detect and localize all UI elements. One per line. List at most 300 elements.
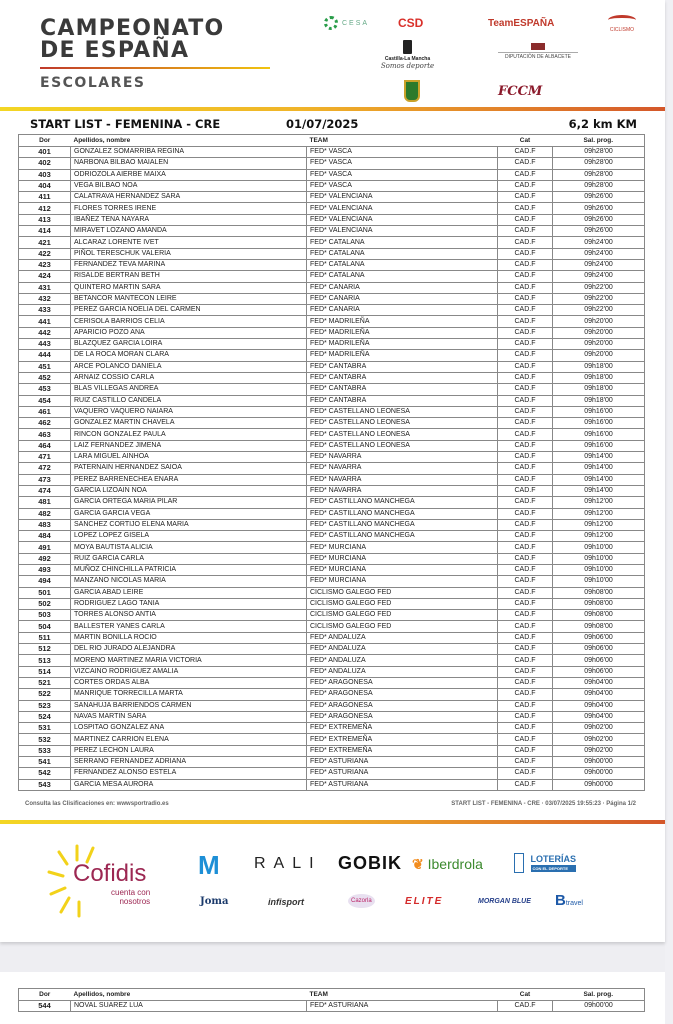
- cofidis-name: Cofidis: [73, 860, 147, 887]
- table-row: [19, 757, 645, 768]
- footer-color-band: [0, 820, 665, 824]
- rider-team: FED* MURCIANA: [307, 553, 498, 564]
- col-header-name: Apellidos, nombre: [71, 135, 307, 147]
- rider-dorsal: 464: [19, 440, 71, 451]
- rider-name: QUINTERO MARTIN SARA: [71, 282, 307, 293]
- scheduled-start: 09h10'00: [553, 553, 645, 564]
- rider-team: FED* CATALANA: [307, 271, 498, 282]
- scheduled-start: 09h28'00: [553, 147, 645, 158]
- rider-name: ARCE POLANCO DANIELA: [71, 361, 307, 372]
- rider-name: DEL RIO JURADO ALEJANDRA: [71, 644, 307, 655]
- rider-dorsal: 444: [19, 350, 71, 361]
- cofidis-tagline-1: cuenta con: [111, 888, 151, 897]
- rider-name: BLAZQUEZ GARCIA LOIRA: [71, 339, 307, 350]
- rider-dorsal: 543: [19, 779, 71, 790]
- table-header-row: [19, 989, 645, 1001]
- rider-team: FED* CATALANA: [307, 248, 498, 259]
- rider-name: MARTIN BONILLA ROCIO: [71, 632, 307, 643]
- scheduled-start: 09h28'00: [553, 169, 645, 180]
- iberdrola-logo: [412, 856, 483, 873]
- rider-dorsal: 401: [19, 147, 71, 158]
- table-row: [19, 711, 645, 722]
- rider-name: VIZCAINO RODRIGUEZ AMALIA: [71, 666, 307, 677]
- scheduled-start: 09h02'00: [553, 734, 645, 745]
- rider-team: FED* NAVARRA: [307, 452, 498, 463]
- rider-team: FED* CANARIA: [307, 305, 498, 316]
- table-row: [19, 248, 645, 259]
- rider-category: CAD.F: [498, 700, 553, 711]
- table-row: [19, 598, 645, 609]
- rider-category: CAD.F: [498, 282, 553, 293]
- table-row: [19, 734, 645, 745]
- rider-team: FED* CANTABRA: [307, 384, 498, 395]
- col-header-sal: Sal. prog.: [553, 989, 645, 1001]
- rider-dorsal: 463: [19, 429, 71, 440]
- rider-dorsal: 512: [19, 644, 71, 655]
- document-page-2: [0, 972, 665, 1024]
- table-header-row: [19, 135, 645, 147]
- rider-category: CAD.F: [498, 293, 553, 304]
- rider-team: FED* MURCIANA: [307, 564, 498, 575]
- rider-team: FED* ANDALUZA: [307, 632, 498, 643]
- event-title-line-2: DE ESPAÑA: [40, 38, 190, 63]
- rider-category: CAD.F: [498, 384, 553, 395]
- table-row: [19, 1001, 645, 1012]
- rider-name: MUÑOZ CHINCHILLA PATRICIA: [71, 564, 307, 575]
- rider-dorsal: 504: [19, 621, 71, 632]
- rider-category: CAD.F: [498, 531, 553, 542]
- castle-shield-icon: [403, 40, 412, 54]
- scheduled-start: 09h02'00: [553, 745, 645, 756]
- col-header-dor: Dor: [19, 989, 71, 1001]
- rider-dorsal: 453: [19, 384, 71, 395]
- table-row: [19, 327, 645, 338]
- rider-dorsal: 524: [19, 711, 71, 722]
- table-row: [19, 689, 645, 700]
- event-title-block: [40, 18, 270, 91]
- rider-dorsal: 454: [19, 395, 71, 406]
- rider-team: CICLISMO GALEGO FED: [307, 621, 498, 632]
- rider-name: RODRIGUEZ LAGO TANIA: [71, 598, 307, 609]
- viewer-side-strip: [665, 0, 673, 1024]
- rider-category: CAD.F: [498, 429, 553, 440]
- scheduled-start: 09h00'00: [553, 768, 645, 779]
- rider-dorsal: 511: [19, 632, 71, 643]
- table-row: [19, 305, 645, 316]
- race-date: 01/07/2025: [286, 117, 359, 131]
- rider-category: CAD.F: [498, 485, 553, 496]
- table-row: [19, 158, 645, 169]
- start-list-table: [18, 134, 645, 791]
- scheduled-start: 09h28'00: [553, 180, 645, 191]
- list-heading: [30, 117, 635, 133]
- rider-category: CAD.F: [498, 666, 553, 677]
- rider-category: CAD.F: [498, 711, 553, 722]
- rider-team: FED* CANTABRA: [307, 395, 498, 406]
- table-row: [19, 497, 645, 508]
- col-header-team: TEAM: [307, 135, 498, 147]
- rider-category: CAD.F: [498, 768, 553, 779]
- header-color-band: [0, 107, 665, 111]
- rider-team: FED* ANDALUZA: [307, 666, 498, 677]
- footer-page-info: START LIST - FEMENINA - CRE · 03/07/2025 19:55:23 · Página 1/2: [451, 801, 636, 807]
- rider-dorsal: 492: [19, 553, 71, 564]
- rider-team: FED* VALENCIANA: [307, 214, 498, 225]
- table-row: [19, 440, 645, 451]
- infisport-logo: infisport: [268, 897, 304, 907]
- rider-category: CAD.F: [498, 576, 553, 587]
- footer-classifications-link: Consulta las Clisificaciones en: wwwsportradio.es: [25, 801, 169, 807]
- rider-category: CAD.F: [498, 564, 553, 575]
- rider-name: SANCHEZ CORTIJO ELENA MARIA: [71, 519, 307, 530]
- rider-team: FED* NAVARRA: [307, 485, 498, 496]
- rider-dorsal: 422: [19, 248, 71, 259]
- scheduled-start: 09h20'00: [553, 327, 645, 338]
- col-header-cat: Cat: [498, 989, 553, 1001]
- table-row: [19, 180, 645, 191]
- table-row: [19, 666, 645, 677]
- rider-team: CICLISMO GALEGO FED: [307, 587, 498, 598]
- scheduled-start: 09h10'00: [553, 576, 645, 587]
- rider-name: LAIZ FERNANDEZ JIMENA: [71, 440, 307, 451]
- rider-dorsal: 523: [19, 700, 71, 711]
- town-coat-of-arms-icon: [404, 80, 420, 102]
- rider-dorsal: 482: [19, 508, 71, 519]
- rider-dorsal: 441: [19, 316, 71, 327]
- table-row: [19, 474, 645, 485]
- rider-name: RISALDE BERTRAN BETH: [71, 271, 307, 282]
- scheduled-start: 09h18'00: [553, 395, 645, 406]
- rider-team: FED* CANARIA: [307, 282, 498, 293]
- table-row: [19, 632, 645, 643]
- rider-name: SERRANO FERNANDEZ ADRIANA: [71, 757, 307, 768]
- table-row: [19, 316, 645, 327]
- rider-category: CAD.F: [498, 226, 553, 237]
- rider-dorsal: 433: [19, 305, 71, 316]
- rider-team: FED* ASTURIANA: [307, 779, 498, 790]
- rider-name: DE LA ROCA MORAN CLARA: [71, 350, 307, 361]
- rider-name: ALCARAZ LORENTE IVET: [71, 237, 307, 248]
- diputacion-albacete-logo: [498, 52, 578, 60]
- rider-name: LOPEZ LOPEZ GISELA: [71, 531, 307, 542]
- rider-team: FED* MADRILEÑA: [307, 316, 498, 327]
- rider-category: CAD.F: [498, 192, 553, 203]
- rider-team: FED* CASTELLANO LEONESA: [307, 429, 498, 440]
- rider-dorsal: 412: [19, 203, 71, 214]
- rider-category: CAD.F: [498, 463, 553, 474]
- rider-category: CAD.F: [498, 677, 553, 688]
- scheduled-start: 09h06'00: [553, 632, 645, 643]
- rider-category: CAD.F: [498, 350, 553, 361]
- rider-category: CAD.F: [498, 497, 553, 508]
- rider-dorsal: 452: [19, 372, 71, 383]
- scheduled-start: 09h12'00: [553, 497, 645, 508]
- rali-logo: RALI: [254, 855, 322, 872]
- rider-team: FED* MURCIANA: [307, 542, 498, 553]
- rider-dorsal: 541: [19, 757, 71, 768]
- rider-team: FED* CASTILLANO MANCHEGA: [307, 531, 498, 542]
- rider-name: PATERNAIN HERNANDEZ SAIOA: [71, 463, 307, 474]
- event-subtitle: ESCOLARES: [40, 75, 146, 91]
- scheduled-start: 09h20'00: [553, 350, 645, 361]
- rider-dorsal: 403: [19, 169, 71, 180]
- rider-team: FED* CASTILLANO MANCHEGA: [307, 508, 498, 519]
- rider-name: RINCON GONZALEZ PAULA: [71, 429, 307, 440]
- cofidis-tagline: [111, 888, 150, 906]
- rider-dorsal: 521: [19, 677, 71, 688]
- scheduled-start: 09h00'00: [553, 1001, 645, 1012]
- rider-name: NARBONA BILBAO MAIALEN: [71, 158, 307, 169]
- rider-dorsal: 531: [19, 723, 71, 734]
- rider-category: CAD.F: [498, 316, 553, 327]
- rider-dorsal: 532: [19, 734, 71, 745]
- rider-team: FED* EXTREMEÑA: [307, 734, 498, 745]
- scheduled-start: 09h04'00: [553, 700, 645, 711]
- diputacion-crest-icon: [531, 43, 545, 50]
- cesa-logo: [324, 16, 369, 30]
- scheduled-start: 09h24'00: [553, 271, 645, 282]
- rider-team: FED* ANDALUZA: [307, 644, 498, 655]
- scheduled-start: 09h26'00: [553, 192, 645, 203]
- rider-category: CAD.F: [498, 689, 553, 700]
- rider-team: FED* ASTURIANA: [307, 768, 498, 779]
- loterias-hand-icon: [514, 853, 524, 873]
- scheduled-start: 09h06'00: [553, 655, 645, 666]
- iberdrola-leaf-icon: ❦: [412, 856, 424, 872]
- rider-category: CAD.F: [498, 508, 553, 519]
- rider-name: PEREZ GARCIA NOELIA DEL CARMEN: [71, 305, 307, 316]
- rider-dorsal: 503: [19, 610, 71, 621]
- rider-category: CAD.F: [498, 259, 553, 270]
- table-row: [19, 350, 645, 361]
- table-row: [19, 644, 645, 655]
- rider-category: CAD.F: [498, 169, 553, 180]
- rider-name: GARCIA ABAD LEIRE: [71, 587, 307, 598]
- rider-category: CAD.F: [498, 745, 553, 756]
- rider-team: FED* ARAGONESA: [307, 711, 498, 722]
- table-row: [19, 395, 645, 406]
- rider-name: RUIZ GARCIA CARLA: [71, 553, 307, 564]
- csd-logo: [398, 16, 423, 30]
- table-row: [19, 700, 645, 711]
- rider-team: FED* MADRILEÑA: [307, 350, 498, 361]
- rider-dorsal: 413: [19, 214, 71, 225]
- rider-name: GARCIA MESA AURORA: [71, 779, 307, 790]
- btravel-b: B: [555, 892, 566, 909]
- table-row: [19, 418, 645, 429]
- rider-category: CAD.F: [498, 372, 553, 383]
- loterias-subtext: CON EL DEPORTE: [531, 865, 577, 872]
- table-row: [19, 508, 645, 519]
- rider-name: ARNAIZ COSSIO CARLA: [71, 372, 307, 383]
- table-row: [19, 214, 645, 225]
- rider-name: LARA MIGUEL AINHOA: [71, 452, 307, 463]
- rider-dorsal: 501: [19, 587, 71, 598]
- rider-name: MORENO MARTINEZ MARIA VICTORIA: [71, 655, 307, 666]
- rider-dorsal: 421: [19, 237, 71, 248]
- rider-team: FED* ARAGONESA: [307, 700, 498, 711]
- rider-category: CAD.F: [498, 734, 553, 745]
- rider-name: GONZALEZ SOMARRIBA REGINA: [71, 147, 307, 158]
- table-row: [19, 293, 645, 304]
- scheduled-start: 09h14'00: [553, 474, 645, 485]
- scheduled-start: 09h26'00: [553, 203, 645, 214]
- rider-name: MOYA BAUTISTA ALICIA: [71, 542, 307, 553]
- rider-name: CERISOLA BARRIOS CELIA: [71, 316, 307, 327]
- scheduled-start: 09h04'00: [553, 677, 645, 688]
- morgan-blue-logo: MORGAN BLUE: [478, 898, 531, 905]
- diputacion-text: DIPUTACIÓN DE ALBACETE: [504, 54, 572, 60]
- rider-dorsal: 533: [19, 745, 71, 756]
- scheduled-start: 09h26'00: [553, 226, 645, 237]
- scheduled-start: 09h14'00: [553, 485, 645, 496]
- b-travel-logo: [555, 892, 583, 909]
- table-row: [19, 564, 645, 575]
- rider-team: FED* VALENCIANA: [307, 226, 498, 237]
- table-row: [19, 226, 645, 237]
- rider-name: GARCIA ORTEGA MARIA PILAR: [71, 497, 307, 508]
- rider-dorsal: 472: [19, 463, 71, 474]
- cofidis-logo: [45, 842, 165, 922]
- rider-name: APARICIO POZO ANA: [71, 327, 307, 338]
- rider-team: FED* VASCA: [307, 158, 498, 169]
- rider-team: FED* CANTABRA: [307, 361, 498, 372]
- rider-dorsal: 471: [19, 452, 71, 463]
- iberdrola-text: Iberdrola: [427, 856, 483, 872]
- rider-team: FED* CANARIA: [307, 293, 498, 304]
- rider-category: CAD.F: [498, 757, 553, 768]
- rider-name: LOSPITAO GONZALEZ ANA: [71, 723, 307, 734]
- scheduled-start: 09h04'00: [553, 711, 645, 722]
- table-row: [19, 779, 645, 790]
- scheduled-start: 09h22'00: [553, 293, 645, 304]
- table-row: [19, 576, 645, 587]
- rider-team: CICLISMO GALEGO FED: [307, 610, 498, 621]
- rider-category: CAD.F: [498, 271, 553, 282]
- table-row: [19, 203, 645, 214]
- cesa-ring-icon: [324, 16, 338, 30]
- ciclismo-text: CICLISMO: [609, 27, 635, 33]
- rider-dorsal: 493: [19, 564, 71, 575]
- rider-category: CAD.F: [498, 158, 553, 169]
- rider-category: CAD.F: [498, 587, 553, 598]
- scheduled-start: 09h16'00: [553, 440, 645, 451]
- rider-dorsal: 522: [19, 689, 71, 700]
- scheduled-start: 09h22'00: [553, 282, 645, 293]
- team-espana-logo: [488, 18, 554, 29]
- rider-category: CAD.F: [498, 305, 553, 316]
- cazorla-logo: Cazorla: [348, 894, 375, 908]
- table-row: [19, 610, 645, 621]
- rider-dorsal: 514: [19, 666, 71, 677]
- rider-name: ODRIOZOLA AIERBE MAIXA: [71, 169, 307, 180]
- start-list-body: [19, 147, 645, 791]
- table-row: [19, 745, 645, 756]
- rider-dorsal: 431: [19, 282, 71, 293]
- rider-category: CAD.F: [498, 644, 553, 655]
- rfec-ciclismo-logo: [608, 15, 636, 33]
- rider-team: FED* ASTURIANA: [307, 1001, 498, 1012]
- rider-dorsal: 544: [19, 1001, 71, 1012]
- rider-dorsal: 451: [19, 361, 71, 372]
- rider-name: PIÑOL TERESCHUK VALERIA: [71, 248, 307, 259]
- col-header-sal: Sal. prog.: [553, 135, 645, 147]
- rider-team: FED* CATALANA: [307, 259, 498, 270]
- scheduled-start: 09h22'00: [553, 305, 645, 316]
- rider-dorsal: 483: [19, 519, 71, 530]
- start-list-body-page-2: [19, 1001, 645, 1012]
- rider-dorsal: 414: [19, 226, 71, 237]
- rider-category: CAD.F: [498, 327, 553, 338]
- cesa-logo-text: CESA: [342, 19, 370, 27]
- scheduled-start: 09h08'00: [553, 610, 645, 621]
- rider-team: FED* VASCA: [307, 169, 498, 180]
- rider-dorsal: 462: [19, 418, 71, 429]
- rider-name: SANAHUJA BARRIENDOS CARMEN: [71, 700, 307, 711]
- table-row: [19, 677, 645, 688]
- table-row: [19, 463, 645, 474]
- scheduled-start: 09h00'00: [553, 779, 645, 790]
- rider-name: GARCIA LIZOAIN NOA: [71, 485, 307, 496]
- scheduled-start: 09h16'00: [553, 429, 645, 440]
- scheduled-start: 09h24'00: [553, 237, 645, 248]
- table-row: [19, 282, 645, 293]
- rider-dorsal: 473: [19, 474, 71, 485]
- table-row: [19, 519, 645, 530]
- scheduled-start: 09h12'00: [553, 519, 645, 530]
- rider-dorsal: 484: [19, 531, 71, 542]
- table-row: [19, 339, 645, 350]
- start-list-table-page-2: [18, 988, 645, 1012]
- scheduled-start: 09h12'00: [553, 508, 645, 519]
- table-row: [19, 271, 645, 282]
- rider-name: RUIZ CASTILLO CANDELA: [71, 395, 307, 406]
- rider-team: FED* VALENCIANA: [307, 192, 498, 203]
- rider-name: GARCIA GARCIA VEGA: [71, 508, 307, 519]
- rider-category: CAD.F: [498, 214, 553, 225]
- rider-category: CAD.F: [498, 440, 553, 451]
- table-row: [19, 553, 645, 564]
- scheduled-start: 09h12'00: [553, 531, 645, 542]
- table-row: [19, 768, 645, 779]
- race-distance: 6,2 km KM: [568, 117, 637, 131]
- scheduled-start: 09h18'00: [553, 361, 645, 372]
- rider-team: FED* NAVARRA: [307, 463, 498, 474]
- rider-team: CICLISMO GALEGO FED: [307, 598, 498, 609]
- table-row: [19, 192, 645, 203]
- scheduled-start: 09h20'00: [553, 339, 645, 350]
- rider-team: FED* VASCA: [307, 147, 498, 158]
- event-title-line-1: CAMPEONATO: [40, 16, 225, 41]
- cofidis-tagline-2: nosotros: [119, 897, 151, 906]
- rider-dorsal: 423: [19, 259, 71, 270]
- col-header-team: TEAM: [307, 989, 498, 1001]
- rider-dorsal: 411: [19, 192, 71, 203]
- joma-logo: Joma: [200, 896, 229, 907]
- table-row: [19, 169, 645, 180]
- movistar-logo: M: [198, 850, 220, 880]
- scheduled-start: 09h18'00: [553, 384, 645, 395]
- rider-name: MANRIQUE TORRECILLA MARTA: [71, 689, 307, 700]
- rider-team: FED* MADRILEÑA: [307, 327, 498, 338]
- col-header-name: Apellidos, nombre: [71, 989, 307, 1001]
- rider-category: CAD.F: [498, 474, 553, 485]
- rider-name: BALLESTER YANES CARLA: [71, 621, 307, 632]
- scheduled-start: 09h06'00: [553, 644, 645, 655]
- rider-dorsal: 402: [19, 158, 71, 169]
- rider-team: FED* NAVARRA: [307, 474, 498, 485]
- rider-dorsal: 461: [19, 406, 71, 417]
